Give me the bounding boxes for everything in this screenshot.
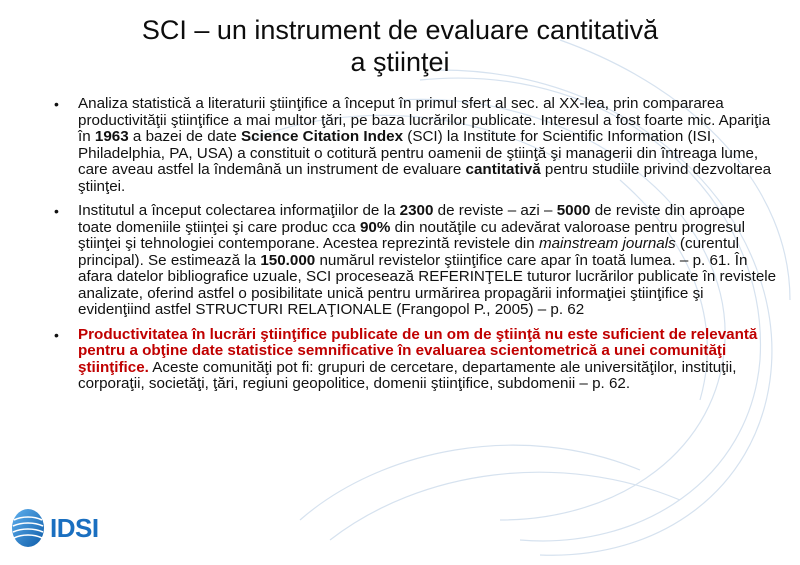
bullet-text-run: (SCI) la Institute for Scientific Information (ISI, Philadelphia, PA, USA) a constituit o cotitură pentru oamenii de ştiinţă şi managerii din întreaga lume, care aveau astfel la îndemână un instrument de evaluare: [78, 128, 759, 178]
bullet-text-run: cantitativă: [465, 161, 541, 178]
bullet-marker: •: [54, 326, 59, 343]
slide-title: [40, 14, 760, 78]
bullet-item: [52, 203, 780, 319]
bullet-text-run: 150.000: [260, 251, 316, 269]
slide-title-line-2: a ştiinţei: [350, 47, 450, 77]
globe-logo-icon: [10, 506, 46, 550]
bullet-list: [52, 96, 780, 401]
bullet-text-run: Science Citation Index: [241, 128, 404, 145]
bullet-text-run: din noutăţile cu adevărat valoroase pentru progresul ştiinţei şi tehnologiei contemporane. Acestea reprezintă revistele din: [78, 218, 745, 252]
bullet-text-run: pentru studiile privind dezvoltarea ştiinţei.: [78, 161, 772, 195]
bullet-text-run: de reviste din aproape toate domeniile ştiinţei şi care produc cca: [78, 202, 746, 236]
bullet-item: [52, 96, 780, 195]
bullet-text-run: numărul revistelor ştiinţifice care apar în toată lumea. – p. 61. În afara datelor bibliografice uzuale, SCI procesează REFERINŢELE tuturor lucrărilor publicate în revistele analizate, oferind astfel o posibilitate unică pentru urmărirea propagării informaţiei ştiinţifice şi evidenţiind astfel STRUCTURI RELAŢIONALE (Frangopol P., 2005) – p. 62: [78, 251, 777, 318]
idsi-logo: [10, 505, 120, 551]
logo-text: IDSI: [50, 512, 99, 543]
bullet-text-run: mainstream journals: [538, 235, 676, 252]
bullet-marker: •: [54, 203, 59, 219]
bullet-text-run: de reviste – azi –: [433, 202, 557, 219]
bullet-text-run: Institutul a început colectarea informaţiilor de la: [78, 202, 400, 219]
bullet-text-run: 1963: [94, 128, 129, 145]
bullet-text-run: (curentul principal). Se estimează la: [78, 235, 740, 269]
bullet-text-run: 2300: [399, 202, 434, 219]
bullet-text-run: 90%: [359, 218, 391, 236]
bullet-marker: •: [54, 96, 59, 112]
bullet-text-run: Productivitatea în lucrări ştiinţifice publicate de un om de ştiinţă nu este suficient de relevantă pentru a obţine date statistice semnificative în evaluarea scientometrică a unei comunităţi ştiinţifice.: [78, 325, 758, 376]
slide-title-line-1: SCI – un instrument de evaluare cantitativă: [141, 15, 659, 45]
bullet-text-run: 5000: [556, 202, 591, 219]
bullet-text-run: Analiza statistică a literaturii ştiinţifice a început în primul sfert al sec. al XX-lea, prin compararea productivităţii ştiinţifice a mai multor ţări, pe baza lucrărilor publicate. Interesul a fost foarte mic. Apariţia în: [78, 95, 771, 145]
bullet-item: [52, 327, 780, 393]
bullet-text-run: Aceste comunităţi pot fi: grupuri de cercetare, departamente ale universităţilor, instituţii, corporaţii, societăţi, ţări, regiuni geopolitice, domenii ştiinţifice, subdomenii – p. 62.: [78, 358, 737, 392]
bullet-text-run: a bazei de date: [128, 128, 241, 145]
